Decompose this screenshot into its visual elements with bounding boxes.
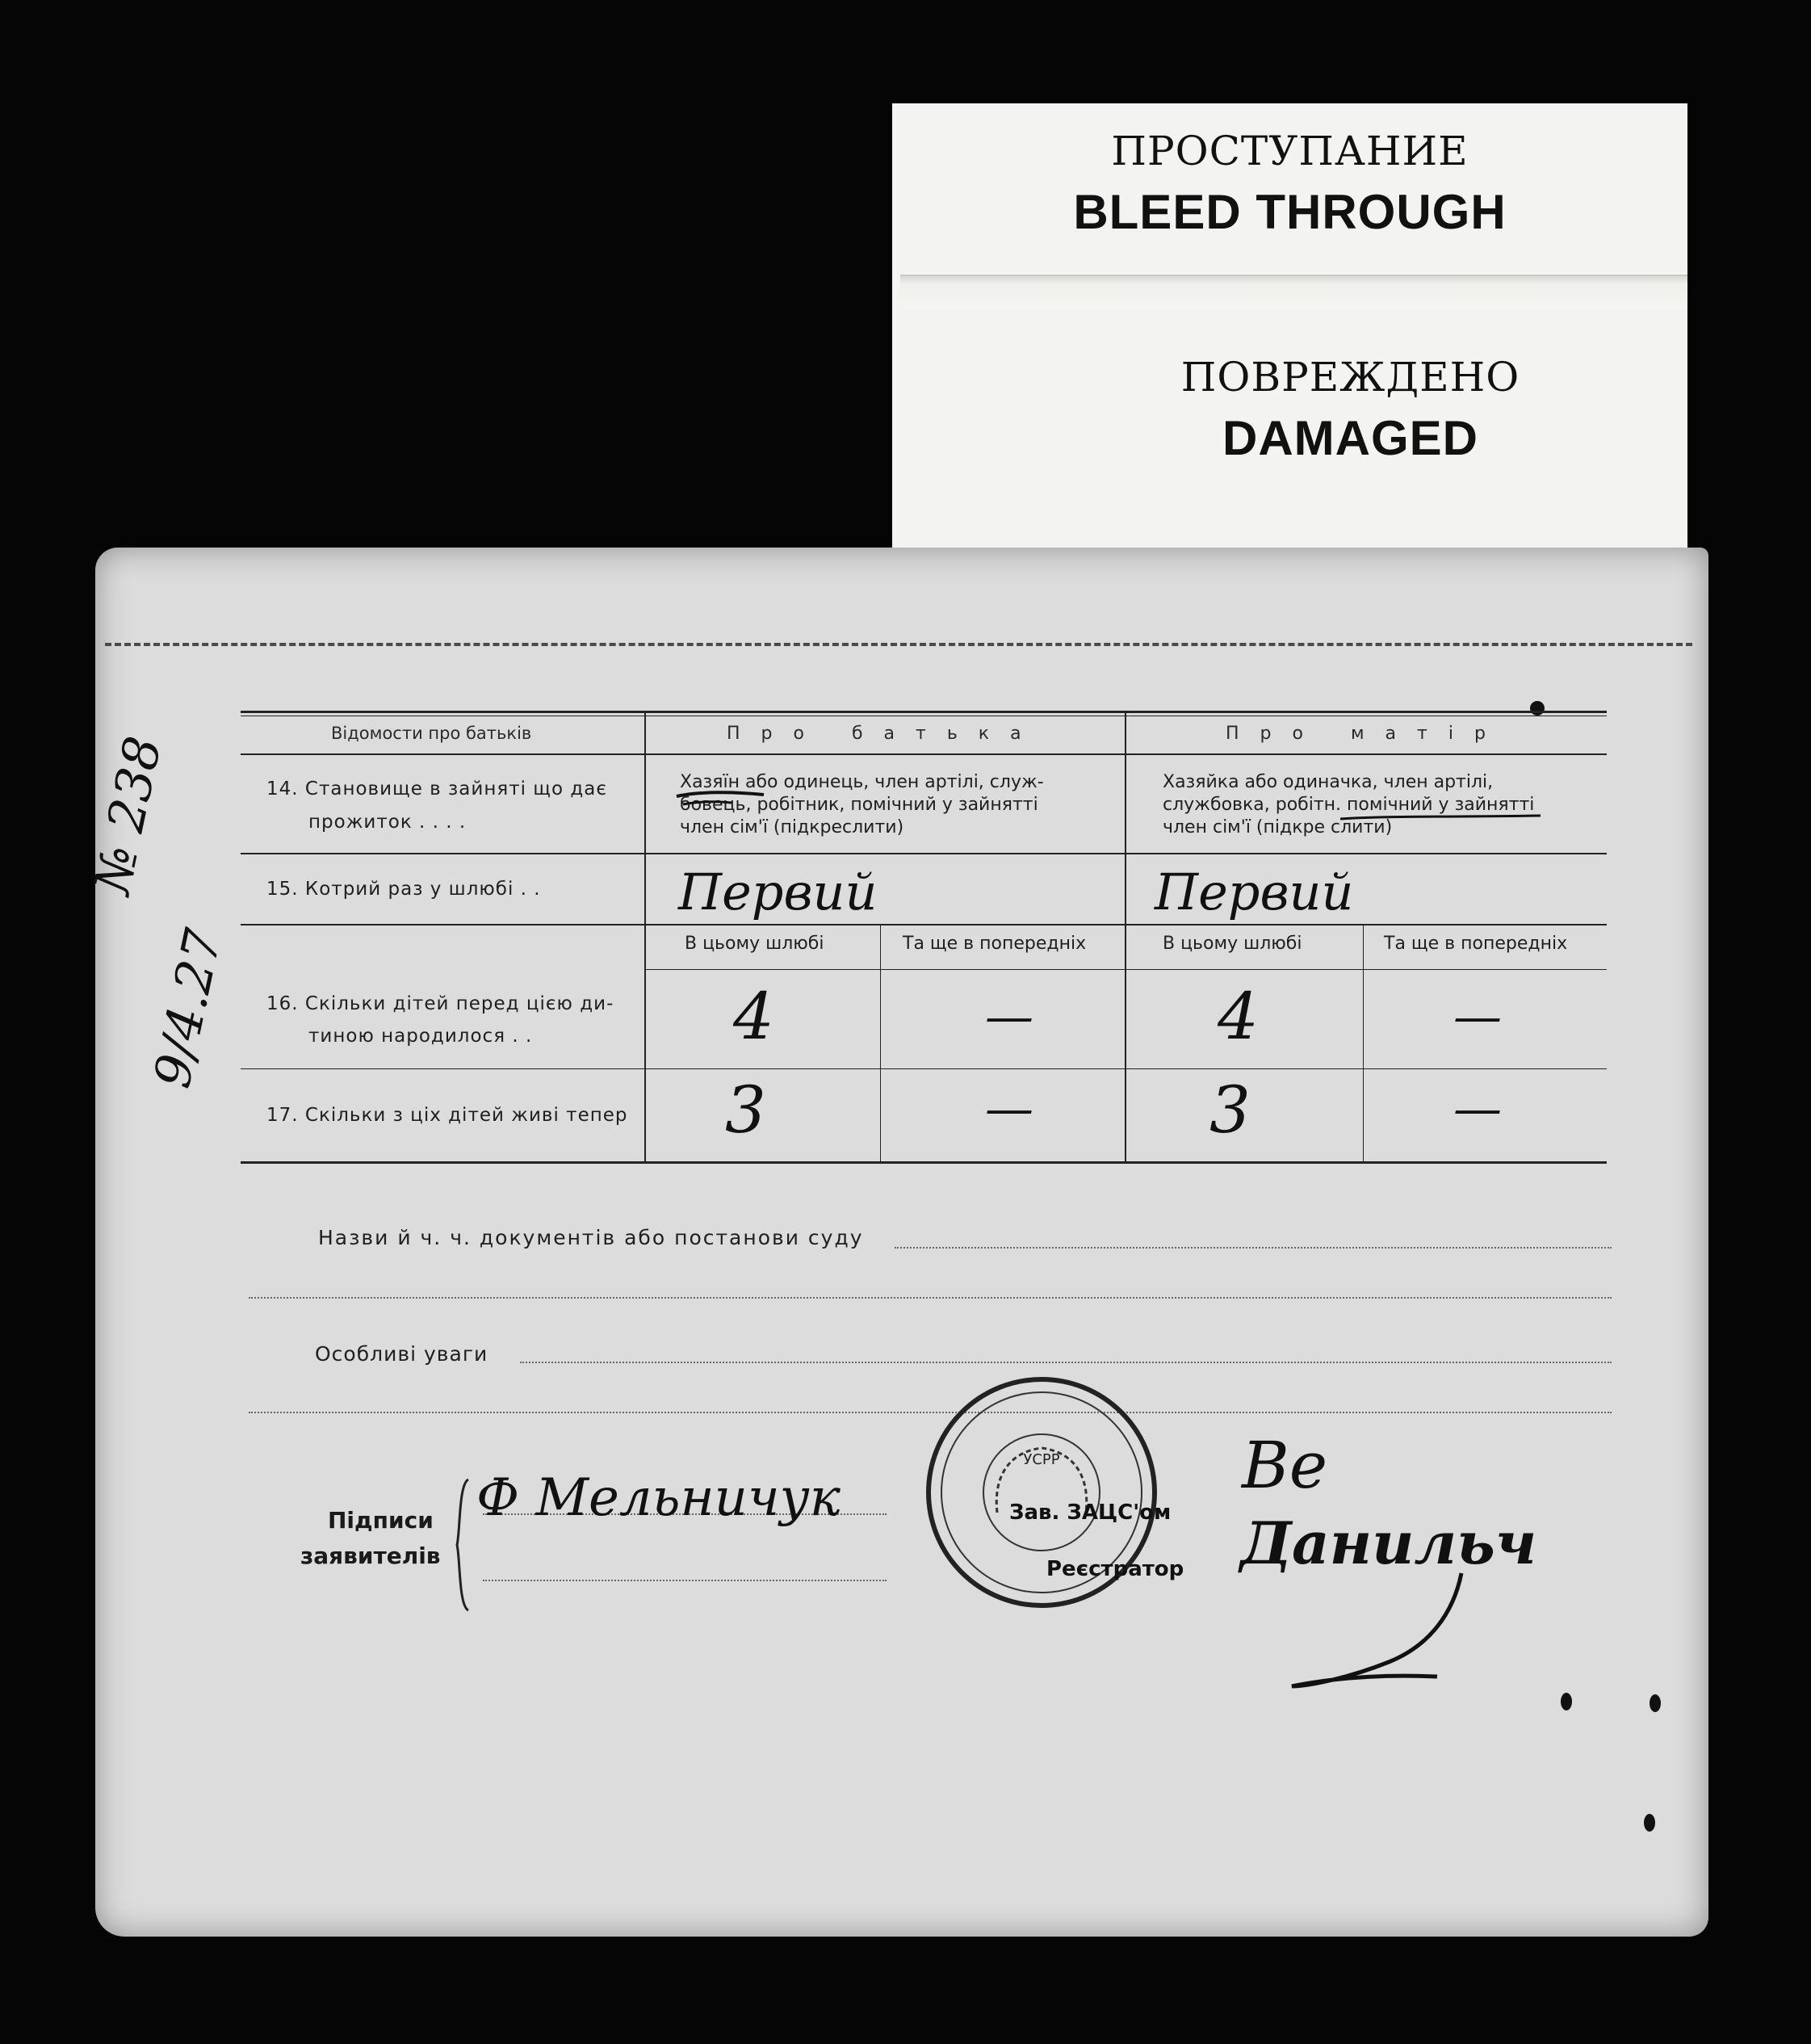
header-bottom-rule (241, 753, 1607, 755)
header-parents-info: Відомости про батьків (331, 724, 532, 743)
row14-father-line2: бовець, робітник, помічний у зайнятті (680, 795, 1038, 815)
subheader-mother-previous: Та ще в попередніх (1384, 934, 1568, 954)
documents-field-line-2 (249, 1297, 1612, 1299)
punch-hole (1561, 1693, 1572, 1710)
registrar-signature: Данильч (1240, 1509, 1537, 1577)
mother-underline-mark (1339, 814, 1549, 833)
row17-mother-this: 3 (1209, 1072, 1251, 1148)
punch-hole (1650, 1694, 1661, 1712)
applicant-signature: Ф Мельничук (476, 1468, 841, 1528)
row15-bottom-rule (241, 924, 1607, 925)
father-underline-mark (675, 790, 772, 806)
signatures-label-line1: Підписи (328, 1507, 434, 1534)
col-divider-mother (1363, 925, 1364, 1161)
row14-mother-line3: член сім'ї (підкре слити) (1163, 817, 1393, 837)
col-divider-2 (1125, 713, 1126, 1161)
row14-mother-line2: службовка, робітн. помічний у зайнятті (1163, 795, 1535, 815)
row17-father-this: 3 (725, 1072, 766, 1148)
applicant-signature-line-2 (483, 1580, 887, 1581)
row14-bottom-rule (241, 853, 1607, 854)
documents-field-line (895, 1247, 1612, 1249)
row15-mother-value: Первий (1155, 863, 1354, 921)
subheader-father-previous: Та ще в попередніх (903, 934, 1087, 954)
margin-note-2: 9/4.27 (142, 923, 233, 1093)
perforation-line (105, 643, 1692, 646)
row17-mother-prev: — (1453, 1081, 1502, 1137)
row16-bottom-rule (241, 1068, 1607, 1069)
row14-label-line2: прожиток . . . . (308, 812, 467, 833)
row14-label-line1: 14. Становище в зайняті що дає (266, 779, 607, 800)
punch-hole (1530, 701, 1545, 716)
row15-father-value: Первий (678, 863, 878, 921)
row16-label-line1: 16. Скільки дітей перед цією ди- (266, 993, 614, 1014)
row14-father-line3: член сім'ї (підкреслити) (680, 817, 904, 837)
registrar-label: Реєстратор (1046, 1557, 1184, 1581)
label-card-fold (900, 275, 1687, 308)
col-divider-father (880, 925, 881, 1161)
label-bleed-through-ru: ПРОСТУПАНИЕ (1111, 128, 1469, 174)
row16-father-prev: — (985, 988, 1033, 1045)
label-damaged-en: DAMAGED (1222, 411, 1478, 465)
label-bleed-through-en: BLEED THROUGH (1073, 185, 1507, 239)
remarks-field-line (520, 1362, 1612, 1363)
damage-label-card (892, 103, 1687, 556)
remarks-label: Особливі уваги (315, 1342, 488, 1366)
head-label: Зав. ЗАЦС'ом (1009, 1500, 1172, 1525)
row16-mother-prev: — (1453, 988, 1502, 1045)
table-top-rule (241, 711, 1607, 713)
row14-father-line1: Хазяїн або одинець, член артілі, служ- (680, 772, 1044, 792)
label-damaged-ru: ПОВРЕЖДЕНО (1180, 354, 1520, 401)
col-divider-1 (644, 713, 646, 1161)
subheader-mother-this-marriage: В цьому шлюбі (1163, 934, 1302, 954)
form-sheet (82, 548, 1708, 1937)
stamp-center-text: УСРР (1023, 1451, 1060, 1468)
head-signature: Ве (1242, 1428, 1328, 1503)
header-father: Про батька (727, 724, 1042, 744)
row16-father-this: 4 (733, 979, 774, 1054)
row16-mother-this: 4 (1218, 979, 1259, 1054)
table-bottom-rule (241, 1161, 1607, 1164)
row15-label: 15. Котрий раз у шлюбі . . (266, 879, 541, 900)
punch-hole (1644, 1814, 1655, 1832)
signatures-brace (454, 1476, 473, 1614)
margin-note-1: № 238 (82, 731, 174, 900)
row17-label: 17. Скільки з ціх дітей живі тепер (266, 1105, 628, 1126)
subheader-father-this-marriage: В цьому шлюбі (685, 934, 824, 954)
documents-label: Назви й ч. ч. документів або постанови суду (318, 1226, 864, 1249)
header-mother: Про матір (1226, 724, 1507, 744)
signatures-label-line2: заявителів (300, 1542, 441, 1569)
registrar-signature-flourish (1284, 1565, 1494, 1710)
row14-mother-line1: Хазяйка або одиначка, член артілі, (1163, 772, 1494, 792)
row16-label-line2: тиною народилося . . (308, 1026, 533, 1047)
row17-father-prev: — (985, 1081, 1033, 1137)
